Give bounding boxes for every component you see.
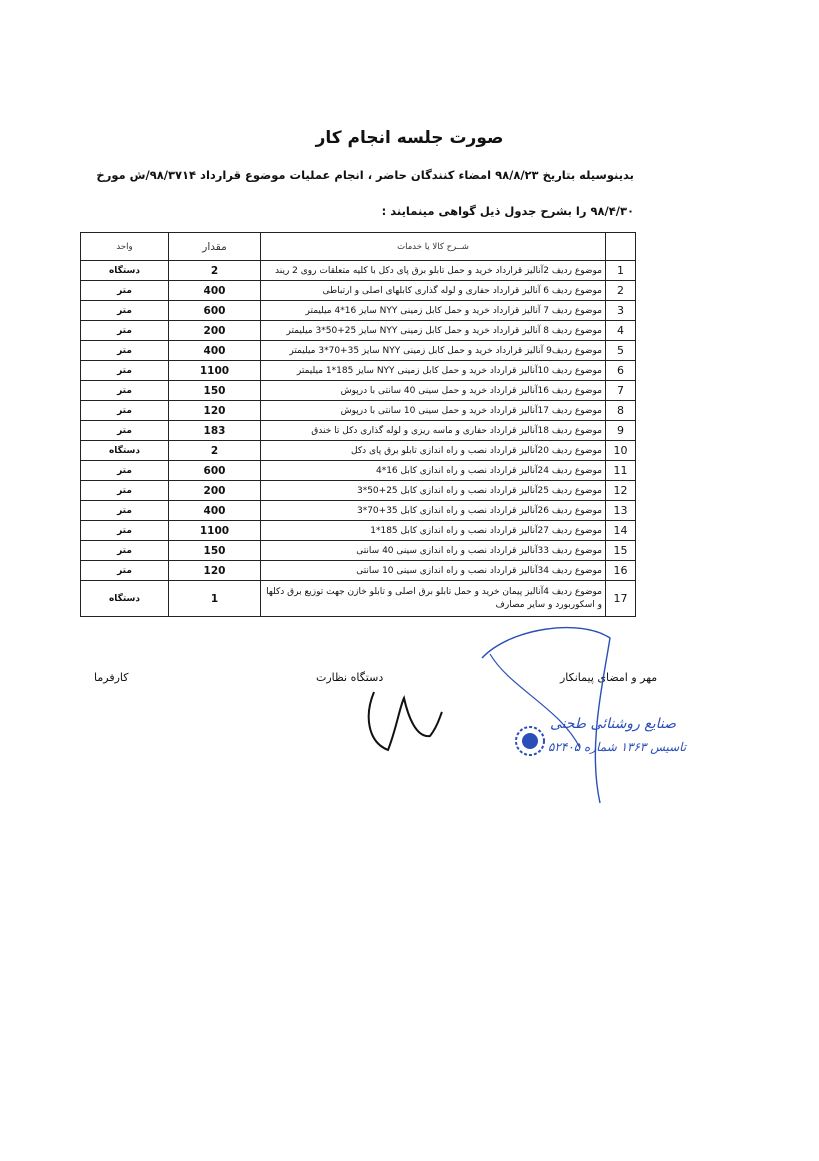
row-unit: دستگاه [81, 261, 169, 281]
row-unit: متر [81, 341, 169, 361]
row-quantity: 400 [169, 281, 261, 301]
header-quantity: مقدار [169, 233, 261, 261]
row-quantity: 1 [169, 581, 261, 617]
row-unit: متر [81, 281, 169, 301]
row-quantity: 120 [169, 401, 261, 421]
row-number: 8 [606, 401, 636, 421]
table-row [81, 581, 636, 617]
row-quantity: 1100 [169, 361, 261, 381]
row-quantity: 200 [169, 321, 261, 341]
row-description: موضوع ردیف 16آنالیز قرارداد خرید و حمل سینی 40 سانتی با درپوش [261, 381, 606, 401]
row-description: موضوع ردیف 25آنالیز قرارداد نصب و راه اندازی کابل 25+50*3 [261, 481, 606, 501]
row-description: موضوع ردیف 24آنالیز قرارداد نصب و راه اندازی کابل 16*4 [261, 461, 606, 481]
row-number: 13 [606, 501, 636, 521]
row-unit: متر [81, 481, 169, 501]
row-description: موضوع ردیف 27آنالیز قرارداد نصب و راه اندازی کابل 185*1 [261, 521, 606, 541]
intro-line-2: ۹۸/۴/۳۰ را بشرح جدول ذیل گواهی مینمایند : [381, 204, 634, 218]
table-row [81, 301, 636, 321]
table-row [81, 501, 636, 521]
row-number: 3 [606, 301, 636, 321]
row-number: 1 [606, 261, 636, 281]
row-quantity: 600 [169, 461, 261, 481]
row-quantity: 150 [169, 381, 261, 401]
row-unit: متر [81, 561, 169, 581]
stamp-signature-flourish [470, 618, 620, 808]
row-unit: متر [81, 301, 169, 321]
table-row [81, 541, 636, 561]
table-row [81, 461, 636, 481]
row-number: 4 [606, 321, 636, 341]
supervision-signature-label: دستگاه نظارت [316, 671, 384, 684]
row-description: موضوع ردیف 8 آنالیز قرارداد خرید و حمل کابل زمینی NYY سایز 25+50*3 میلیمتر [261, 321, 606, 341]
items-table [80, 232, 636, 617]
row-quantity: 2 [169, 441, 261, 461]
stamp-company-name: صنایع روشنائی طحنی [550, 716, 677, 732]
row-unit: متر [81, 521, 169, 541]
row-quantity: 150 [169, 541, 261, 561]
row-quantity: 120 [169, 561, 261, 581]
row-number: 14 [606, 521, 636, 541]
row-description: موضوع ردیف 6 آنالیز قرارداد حفاری و لوله گذاری کابلهای اصلی و ارتباطی [261, 281, 606, 301]
row-unit: متر [81, 421, 169, 441]
row-description: موضوع ردیف 33آنالیز قرارداد نصب و راه اندازی سینی 40 سانتی [261, 541, 606, 561]
row-unit: متر [81, 381, 169, 401]
row-unit: متر [81, 501, 169, 521]
row-quantity: 200 [169, 481, 261, 501]
table-row [81, 481, 636, 501]
row-description: موضوع ردیف 2آنالیز قرارداد خرید و حمل تابلو برق پای دکل با کلیه متعلقات روی 2 ریند [261, 261, 606, 281]
row-description: موضوع ردیف 20آنالیز قرارداد نصب و راه اندازی تابلو برق پای دکل [261, 441, 606, 461]
stamp-founded-text: تاسیس ۱۳۶۳ شماره ۵۲۴۰۵ [548, 740, 687, 754]
table-row [81, 401, 636, 421]
employer-signature-label: کارفرما [94, 671, 129, 684]
row-description: موضوع ردیف 17آنالیز قرارداد خرید و حمل سینی 10 سانتی با درپوش [261, 401, 606, 421]
row-number: 16 [606, 561, 636, 581]
company-seal-logo-icon [513, 724, 547, 758]
table-row [81, 521, 636, 541]
row-description: موضوع ردیف9 آنالیز قرارداد خرید و حمل کابل زمینی NYY سایز 35+70*3 میلیمتر [261, 341, 606, 361]
row-unit: دستگاه [81, 441, 169, 461]
row-number: 17 [606, 581, 636, 617]
row-unit: متر [81, 401, 169, 421]
row-number: 15 [606, 541, 636, 561]
row-description: موضوع ردیف 10آنالیز قرارداد خرید و حمل کابل زمینی NYY سایز 185*1 میلیمتر [261, 361, 606, 381]
row-number: 12 [606, 481, 636, 501]
table-row [81, 561, 636, 581]
intro-line-1: بدینوسیله بتاریخ ۹۸/۸/۲۳ امضاء کنندگان حاضر ، انجام عملیات موضوع قرارداد ۹۸/۳۷۱۴/ش مورخ [96, 168, 634, 182]
row-number: 2 [606, 281, 636, 301]
row-quantity: 2 [169, 261, 261, 281]
row-unit: متر [81, 361, 169, 381]
row-description: موضوع ردیف 4آنالیز پیمان خرید و حمل تابلو برق اصلی و تابلو خازن جهت توزیع برق دکلها و اسکوربورد و سایر مصارف [261, 581, 606, 617]
row-description: موضوع ردیف 7 آنالیز قرارداد خرید و حمل کابل زمینی NYY سایز 16*4 میلیمتر [261, 301, 606, 321]
supervisor-handwritten-signature [360, 686, 450, 758]
table-row [81, 421, 636, 441]
table-row [81, 361, 636, 381]
row-unit: متر [81, 321, 169, 341]
row-quantity: 600 [169, 301, 261, 321]
row-number: 10 [606, 441, 636, 461]
row-description: موضوع ردیف 34آنالیز قرارداد نصب و راه اندازی سینی 10 سانتی [261, 561, 606, 581]
row-unit: متر [81, 541, 169, 561]
row-quantity: 1100 [169, 521, 261, 541]
row-description: موضوع ردیف 26آنالیز قرارداد نصب و راه اندازی کابل 35+70*3 [261, 501, 606, 521]
table-row [81, 321, 636, 341]
header-description: شــرح کالا یا خدمات [261, 233, 606, 261]
header-unit: واحد [81, 233, 169, 261]
table-row [81, 341, 636, 361]
page-title: صورت جلسه انجام کار [315, 128, 504, 148]
row-quantity: 400 [169, 501, 261, 521]
header-num [606, 233, 636, 261]
row-description: موضوع ردیف 18آنالیز قرارداد حفاری و ماسه ریزی و لوله گذاری دکل تا خندق [261, 421, 606, 441]
row-number: 5 [606, 341, 636, 361]
row-quantity: 183 [169, 421, 261, 441]
table-row [81, 281, 636, 301]
row-quantity: 400 [169, 341, 261, 361]
row-unit: دستگاه [81, 581, 169, 617]
row-number: 9 [606, 421, 636, 441]
table-row [81, 261, 636, 281]
contractor-signature-label: مهر و امضای پیمانکار [560, 671, 658, 684]
table-row [81, 441, 636, 461]
row-number: 7 [606, 381, 636, 401]
table-row [81, 381, 636, 401]
row-number: 6 [606, 361, 636, 381]
row-unit: متر [81, 461, 169, 481]
table-header-row [81, 233, 636, 261]
row-number: 11 [606, 461, 636, 481]
